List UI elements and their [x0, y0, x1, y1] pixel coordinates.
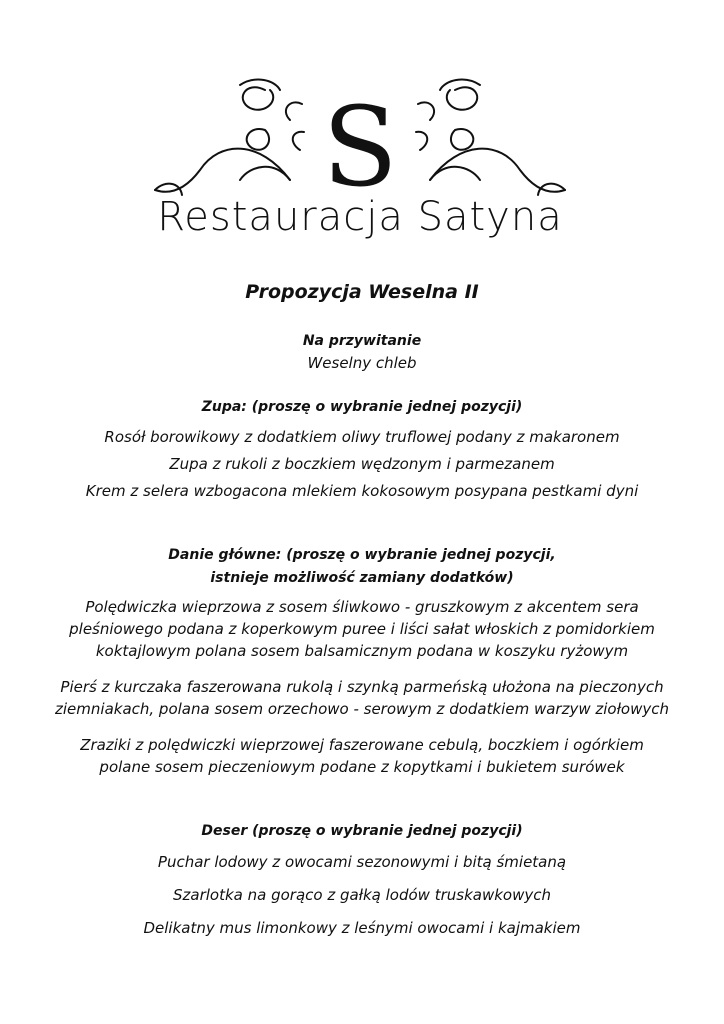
main-heading-line2: istnieje możliwość zamiany dodatków) [210, 570, 514, 586]
restaurant-logo [140, 70, 580, 260]
soup-heading: Zupa: (proszę o wybranie jednej pozycji) [201, 399, 523, 415]
main-item-3-line: Zraziki z polędwiczki wieprzowej faszerowane cebulą, boczkiem i ogórkiem [80, 736, 644, 754]
main-item-2-line: Pierś z kurczaka faszerowana rukolą i szynką parmeńską ułożona na pieczonych [60, 678, 664, 696]
main-item-3-line: polane sosem pieczeniowym podane z kopytkami i bukietem surówek [99, 758, 625, 776]
logo-text: Restauracja Satyna [157, 194, 563, 240]
main-item-1-line: Polędwiczka wieprzowa z sosem śliwkowo - gruszkowym z akcentem sera [85, 598, 639, 616]
page-title: Propozycja Weselna II [245, 281, 479, 303]
main-item-1-line: koktajlowym polana sosem balsamicznym podana w koszyku ryżowym [95, 642, 629, 660]
dessert-heading: Deser (proszę o wybranie jednej pozycji) [201, 823, 523, 839]
main-item-2-line: ziemniakach, polana sosem orzechowo - serowym z dodatkiem warzyw ziołowych [55, 700, 669, 718]
main-item-1-line: pleśniowego podana z koperkowym puree i liści sałat włoskich z pomidorkiem [69, 620, 655, 638]
dessert-item: Szarlotka na gorąco z gałką lodów truskawkowych [172, 886, 551, 904]
dessert-item: Puchar lodowy z owocami sezonowymi i bitą śmietaną [157, 853, 567, 871]
soup-item: Rosół borowikowy z dodatkiem oliwy truflowej podany z makaronem [104, 428, 620, 446]
dessert-item: Delikatny mus limonkowy z leśnymi owocami i kajmakiem [143, 919, 581, 937]
welcome-item: Weselny chleb [307, 354, 417, 372]
logo-monogram: S [322, 83, 398, 211]
soup-item: Zupa z rukoli z boczkiem wędzonym i parmezanem [169, 455, 555, 473]
main-heading-line1: Danie główne: (proszę o wybranie jednej pozycji, [168, 547, 556, 563]
welcome-heading: Na przywitanie [302, 333, 422, 349]
soup-item: Krem z selera wzbogacona mlekiem kokosowym posypana pestkami dyni [85, 482, 639, 500]
